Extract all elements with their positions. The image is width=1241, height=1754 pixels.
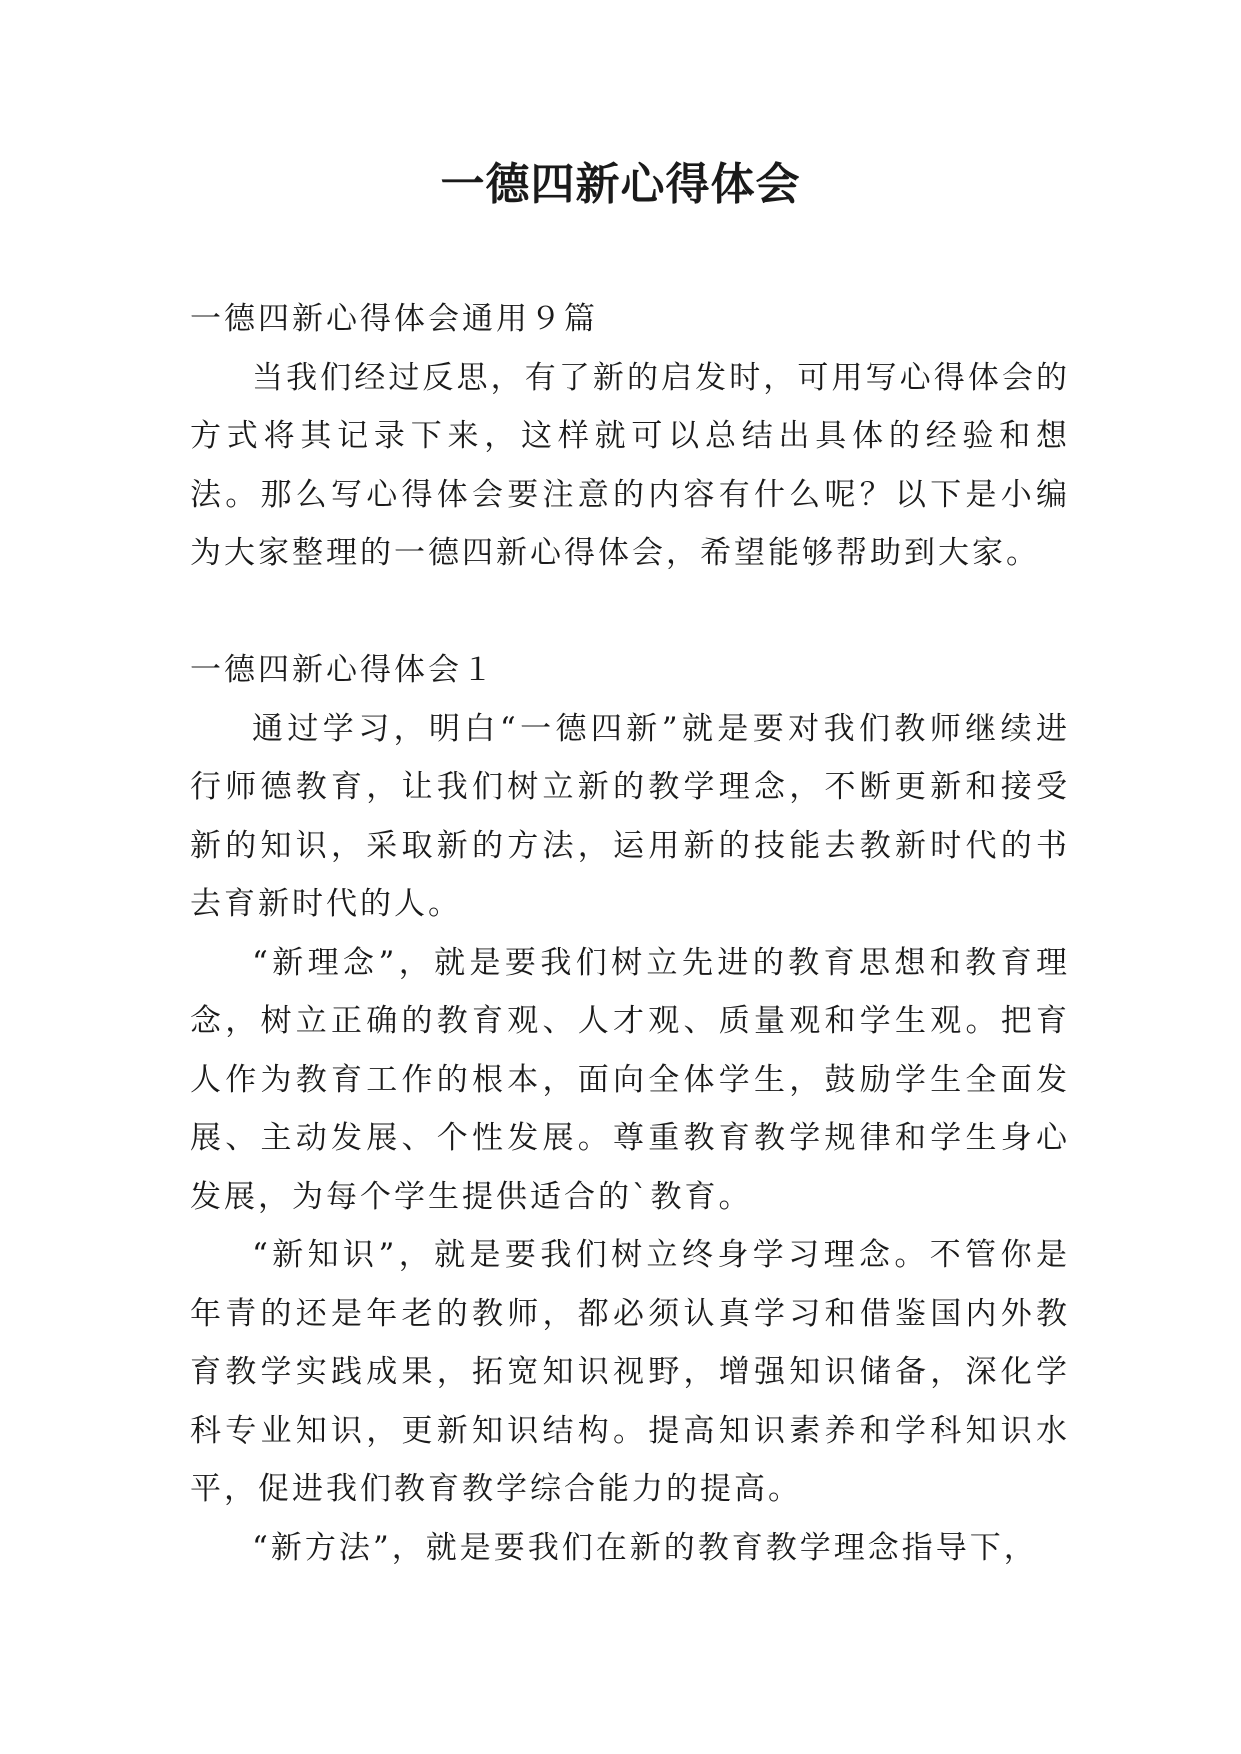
section-paragraph-4: “新方法”，就是要我们在新的教育教学理念指导下， [252, 1529, 1038, 1566]
document-body [190, 290, 1070, 1577]
intro-paragraph: 当我们经过反思，有了新的启发时，可用写心得体会的方式将其记录下来，这样就可以总结出具体的经验和想法。那么写心得体会要注意的内容有什么呢？以下是小编为大家整理的一德四新心得体会，希望能够帮助到大家。 [190, 359, 1070, 571]
section-paragraph-3: “新知识”，就是要我们树立终身学习理念。不管你是年青的还是年老的教师，都必须认真学习和借鉴国内外教育教学实践成果，拓宽知识视野，增强知识储备，深化学科专业知识，更新知识结构。提高知识素养和学科知识水平，促进我们教育教学综合能力的提高。 [190, 1237, 1070, 1507]
section-paragraph-1: 通过学习，明白“一德四新”就是要对我们教师继续进行师德教育，让我们树立新的教学理念，不断更新和接受新的知识，采取新的方法，运用新的技能去教新时代的书去育新时代的人。 [190, 710, 1070, 922]
section-paragraph-2: “新理念”，就是要我们树立先进的教育思想和教育理念，树立正确的教育观、人才观、质量观和学生观。把育人作为教育工作的根本，面向全体学生，鼓励学生全面发展、主动发展、个性发展。尊重教育教学规律和学生身心发展，为每个学生提供适合的`教育。 [190, 944, 1070, 1215]
section-heading: 一德四新心得体会１ [190, 652, 496, 688]
section-gap [190, 583, 1070, 642]
document-subtitle: 一德四新心得体会通用９篇 [190, 301, 598, 337]
document-title: 一德四新心得体会 [440, 159, 801, 210]
